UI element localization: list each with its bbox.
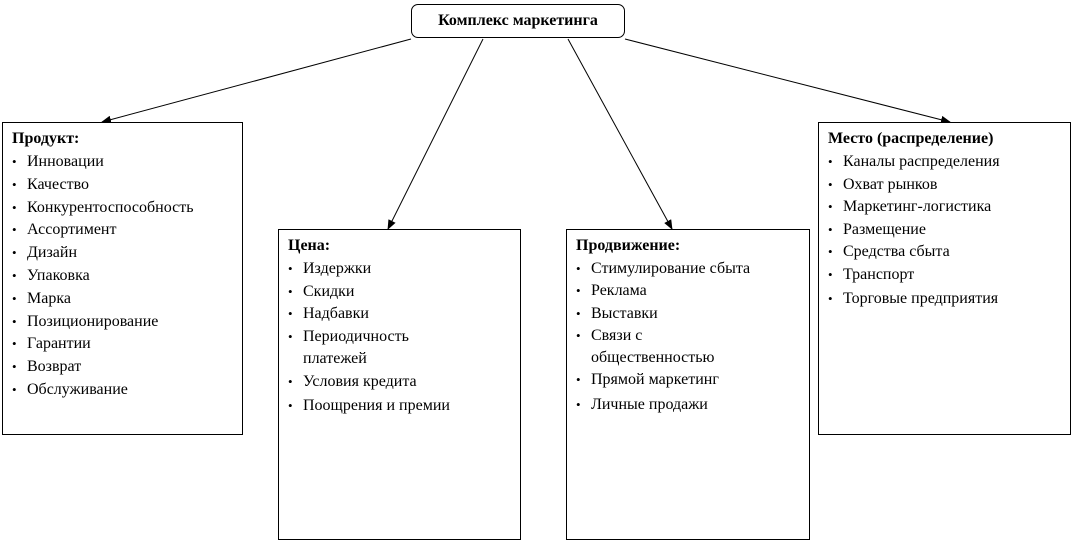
list-item: • Каналы распределения: [828, 151, 1070, 174]
arrow-to-product: [102, 39, 411, 122]
bullet-icon: •: [12, 313, 17, 329]
product-box: [2, 122, 243, 435]
list-item: • Скидки: [288, 281, 520, 304]
list-item: • Надбавки: [288, 303, 520, 326]
list-item: • Связи с общественностью: [576, 326, 715, 367]
list-item: • Марка: [12, 288, 242, 311]
bullet-icon: •: [12, 267, 17, 283]
bullet-icon: •: [12, 336, 17, 352]
bullet-icon: •: [288, 328, 293, 344]
bullet-icon: •: [828, 244, 833, 259]
product-box-title: Продукт:: [12, 130, 80, 147]
bullet-icon: •: [12, 176, 17, 192]
arrow-to-place: [625, 39, 950, 122]
list-item: • Периодичность платежей: [288, 327, 409, 367]
list-item: • Маркетинг-логистика: [828, 196, 1070, 219]
list-item: • Прямой маркетинг: [576, 369, 809, 391]
bullet-icon: •: [12, 245, 17, 261]
list-item: • Транспорт: [828, 264, 1070, 287]
list-item: • Конкурентоспособность: [12, 197, 242, 220]
bullet-icon: •: [12, 381, 17, 397]
bullet-icon: •: [828, 291, 833, 306]
list-item: • Позиционирование: [12, 311, 242, 334]
product-list: [12, 151, 242, 402]
price-box-title: Цена:: [288, 237, 331, 254]
promotion-box: [566, 229, 810, 540]
place-box-title: Место (распределение): [828, 130, 994, 147]
arrow-to-price: [388, 39, 483, 229]
bullet-icon: •: [828, 266, 833, 282]
bullet-icon: •: [828, 176, 833, 192]
bullet-icon: •: [576, 283, 581, 299]
bullet-icon: •: [576, 396, 581, 412]
list-item: • Издержки: [288, 258, 520, 281]
bullet-icon: •: [288, 373, 293, 389]
list-item: • Качество: [12, 174, 242, 197]
bullet-icon: •: [288, 398, 293, 413]
bullet-icon: •: [12, 359, 17, 375]
list-item: • Личные продажи: [576, 394, 809, 416]
bullet-icon: •: [576, 261, 581, 276]
place-list: [828, 151, 1070, 311]
bullet-icon: •: [288, 306, 293, 321]
list-item: • Реклама: [576, 280, 809, 302]
price-box: [278, 229, 521, 540]
root-node-label: Комплекс маркетинга: [438, 12, 598, 29]
bullet-icon: •: [576, 305, 581, 321]
promotion-box-title: Продвижение:: [576, 237, 681, 254]
list-item: • Средства сбыта: [828, 241, 1070, 264]
bullet-icon: •: [12, 199, 17, 215]
list-item: • Дизайн: [12, 242, 242, 265]
price-list: [288, 258, 520, 418]
bullet-icon: •: [12, 222, 17, 238]
list-item: • Стимулирование сбыта: [576, 258, 761, 280]
bullet-icon: •: [12, 290, 17, 306]
bullet-icon: •: [828, 154, 833, 169]
list-item: • Условия кредита: [288, 371, 520, 394]
promotion-list: [576, 258, 809, 416]
bullet-icon: •: [12, 154, 17, 169]
bullet-icon: •: [828, 199, 833, 214]
bullet-icon: •: [288, 261, 293, 276]
bullet-icon: •: [576, 327, 581, 343]
root-node-marketing-mix: [411, 4, 625, 38]
bullet-icon: •: [828, 221, 833, 237]
list-item: • Охват рынков: [828, 174, 1070, 197]
list-item: • Размещение: [828, 219, 1070, 242]
place-box: [818, 122, 1071, 435]
bullet-icon: •: [288, 283, 293, 299]
list-item: • Выставки: [576, 303, 809, 325]
list-item: • Обслуживание: [12, 379, 242, 402]
list-item: • Ассортимент: [12, 219, 242, 242]
list-item: • Инновации: [12, 151, 242, 174]
list-item: • Поощрения и премии: [288, 395, 520, 418]
list-item: • Упаковка: [12, 265, 242, 288]
arrow-to-promotion: [568, 39, 672, 229]
bullet-icon: •: [576, 372, 581, 388]
list-item: • Возврат: [12, 356, 242, 379]
list-item: • Гарантии: [12, 333, 242, 356]
list-item: • Торговые предприятия: [828, 288, 1070, 311]
